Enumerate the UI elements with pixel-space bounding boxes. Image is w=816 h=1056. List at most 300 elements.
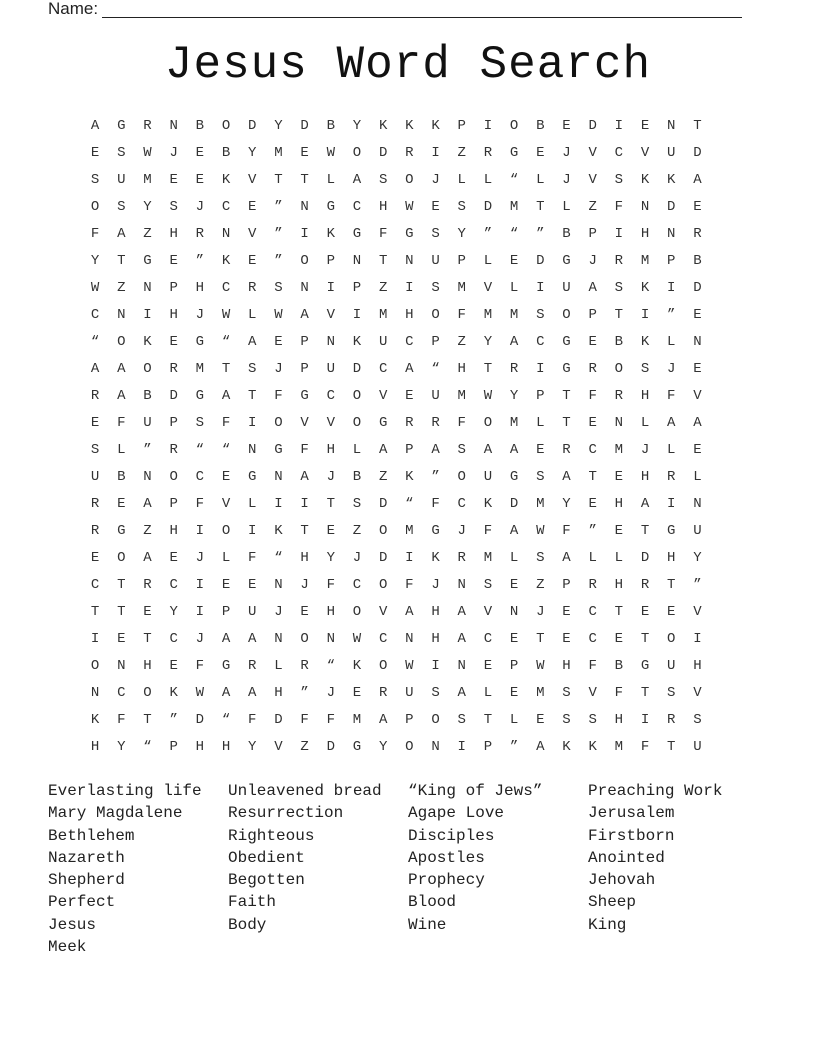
grid-cell: W	[536, 657, 545, 674]
grid-cell: F	[457, 414, 466, 431]
grid-cell: Y	[248, 144, 257, 161]
grid-cell: W	[405, 198, 414, 215]
grid-cell: S	[90, 171, 100, 188]
grid-cell: E	[614, 522, 624, 539]
grid-cell: Z	[588, 198, 597, 215]
grid-cell: N	[667, 225, 676, 242]
grid-cell: K	[483, 495, 493, 512]
grid-cell: D	[378, 549, 388, 566]
grid-cell: ”	[274, 198, 283, 215]
grid-cell: I	[90, 630, 100, 647]
grid-cell: E	[169, 657, 178, 674]
grid-cell: K	[221, 171, 231, 188]
grid-row	[82, 625, 711, 652]
grid-cell: O	[405, 738, 414, 755]
grid-cell: N	[274, 576, 283, 593]
grid-cell: I	[431, 144, 440, 161]
grid-cell: A	[457, 684, 466, 701]
grid-cell: “	[195, 441, 205, 458]
grid-cell: O	[352, 414, 362, 431]
grid-cell: I	[457, 738, 466, 755]
grid-cell: B	[614, 657, 624, 674]
grid-cell: E	[483, 657, 493, 674]
word-list-item: Meek	[48, 938, 87, 957]
grid-cell: A	[562, 549, 571, 566]
grid-cell: R	[693, 225, 702, 242]
grid-cell: B	[693, 252, 702, 269]
grid-cell: L	[667, 441, 676, 458]
grid-cell: V	[378, 603, 388, 620]
grid-cell: N	[117, 306, 126, 323]
grid-cell: A	[509, 333, 519, 350]
grid-cell: H	[614, 711, 624, 728]
grid-cell: D	[667, 198, 676, 215]
grid-cell: T	[640, 522, 650, 539]
grid-cell: E	[509, 576, 519, 593]
grid-cell: A	[457, 630, 466, 647]
grid-cell: O	[431, 711, 440, 728]
word-list-item: Everlasting life	[48, 782, 202, 800]
grid-cell: E	[169, 252, 178, 269]
grid-cell: T	[562, 387, 571, 404]
grid-cell: S	[457, 198, 466, 215]
grid-cell: M	[614, 441, 624, 458]
grid-cell: K	[326, 225, 335, 242]
grid-cell: S	[640, 360, 650, 377]
grid-cell: R	[143, 117, 152, 134]
grid-cell: M	[509, 306, 519, 323]
grid-cell: P	[352, 279, 362, 296]
grid-cell: L	[509, 549, 519, 566]
grid-cell: K	[405, 117, 414, 134]
grid-cell: “	[90, 333, 100, 350]
grid-cell: F	[405, 576, 414, 593]
grid-cell: L	[614, 549, 624, 566]
grid-cell: L	[562, 198, 571, 215]
grid-cell: L	[483, 252, 493, 269]
grid-cell: K	[588, 738, 597, 755]
grid-cell: S	[614, 279, 624, 296]
grid-cell: R	[169, 360, 178, 377]
grid-cell: M	[352, 711, 362, 728]
grid-cell: I	[248, 414, 257, 431]
grid-cell: L	[483, 684, 493, 701]
grid-cell: R	[90, 387, 100, 404]
grid-cell: N	[457, 576, 466, 593]
grid-cell: E	[169, 549, 178, 566]
grid-cell: K	[274, 522, 283, 539]
grid-cell: E	[536, 144, 545, 161]
grid-cell: “	[221, 333, 231, 350]
grid-cell: F	[117, 711, 126, 728]
grid-cell: B	[614, 333, 624, 350]
grid-cell: D	[693, 279, 702, 296]
grid-row	[82, 409, 711, 436]
grid-cell: H	[169, 522, 178, 539]
name-line[interactable]	[102, 3, 742, 18]
grid-cell: T	[693, 117, 702, 134]
grid-cell: R	[588, 576, 597, 593]
grid-cell: E	[352, 684, 362, 701]
grid-cell: L	[509, 279, 519, 296]
grid-cell: M	[640, 252, 650, 269]
grid-cell: D	[483, 198, 493, 215]
grid-cell: S	[693, 711, 702, 728]
grid-cell: A	[378, 711, 388, 728]
grid-cell: C	[378, 360, 388, 377]
grid-cell: M	[405, 522, 414, 539]
grid-cell: G	[509, 468, 519, 485]
grid-cell: I	[143, 306, 152, 323]
name-field[interactable]	[48, 0, 742, 18]
grid-cell: E	[405, 387, 414, 404]
grid-cell: G	[221, 657, 231, 674]
grid-cell: R	[405, 414, 414, 431]
grid-cell: S	[536, 549, 545, 566]
grid-cell: A	[90, 360, 100, 377]
grid-cell: R	[169, 441, 178, 458]
grid-cell: C	[221, 198, 231, 215]
grid-cell: G	[143, 252, 152, 269]
grid-cell: M	[457, 387, 466, 404]
grid-cell: O	[221, 522, 231, 539]
grid-cell: A	[300, 468, 309, 485]
grid-cell: V	[588, 171, 597, 188]
grid-cell: H	[143, 657, 152, 674]
grid-cell: P	[300, 333, 309, 350]
grid-cell: E	[693, 306, 702, 323]
grid-cell: I	[195, 522, 205, 539]
grid-cell: U	[667, 144, 676, 161]
grid-cell: E	[195, 171, 205, 188]
word-list-item: Apostles	[408, 848, 485, 867]
grid-cell: S	[614, 171, 624, 188]
grid-cell: ”	[274, 225, 283, 242]
grid-cell: Z	[536, 576, 545, 593]
grid-cell: R	[509, 360, 519, 377]
grid-cell: T	[536, 198, 545, 215]
grid-cell: V	[378, 387, 388, 404]
grid-cell: “	[431, 360, 440, 377]
grid-cell: I	[614, 117, 624, 134]
grid-cell: N	[431, 738, 440, 755]
grid-cell: U	[405, 684, 414, 701]
grid-row	[82, 301, 711, 328]
grid-cell: K	[352, 333, 362, 350]
grid-cell: E	[221, 576, 231, 593]
grid-cell: W	[352, 630, 362, 647]
grid-cell: P	[457, 252, 466, 269]
grid-cell: Y	[562, 495, 571, 512]
grid-cell: E	[588, 333, 597, 350]
grid-cell: ”	[431, 468, 440, 485]
grid-cell: A	[588, 279, 597, 296]
grid-cell: ”	[169, 711, 178, 728]
grid-cell: H	[300, 549, 309, 566]
grid-cell: D	[300, 117, 309, 134]
grid-cell: I	[405, 549, 414, 566]
grid-cell: Z	[300, 738, 309, 755]
grid-cell: E	[667, 603, 676, 620]
grid-cell: R	[640, 576, 650, 593]
grid-cell: O	[352, 387, 362, 404]
grid-cell: I	[405, 279, 414, 296]
grid-cell: H	[274, 684, 283, 701]
grid-cell: K	[640, 279, 650, 296]
grid-cell: K	[143, 333, 152, 350]
grid-cell: U	[431, 387, 440, 404]
grid-cell: E	[562, 603, 571, 620]
grid-cell: O	[378, 522, 388, 539]
word-list-item: Agape Love	[408, 804, 505, 823]
grid-cell: T	[117, 603, 126, 620]
grid-cell: H	[640, 387, 650, 404]
grid-cell: J	[169, 144, 178, 161]
grid-cell: G	[352, 738, 362, 755]
grid-cell: I	[195, 576, 205, 593]
grid-cell: C	[326, 387, 335, 404]
grid-cell: M	[614, 738, 624, 755]
grid-cell: L	[248, 306, 257, 323]
grid-cell: B	[326, 117, 335, 134]
word-list-item: Begotten	[228, 871, 305, 890]
grid-cell: A	[117, 360, 126, 377]
grid-cell: R	[90, 495, 100, 512]
grid-cell: ”	[667, 306, 676, 323]
grid-cell: V	[588, 684, 597, 701]
grid-cell: F	[588, 657, 597, 674]
grid-cell: S	[248, 360, 257, 377]
grid-cell: D	[274, 711, 283, 728]
grid-cell: C	[457, 495, 466, 512]
grid-cell: W	[195, 684, 205, 701]
grid-cell: O	[117, 333, 126, 350]
grid-cell: H	[431, 603, 440, 620]
grid-cell: E	[588, 414, 597, 431]
grid-cell: S	[90, 441, 100, 458]
grid-cell: C	[90, 576, 100, 593]
grid-cell: E	[117, 495, 126, 512]
grid-cell: J	[562, 144, 571, 161]
grid-cell: O	[667, 630, 676, 647]
grid-row	[82, 382, 711, 409]
grid-cell: A	[405, 603, 414, 620]
word-list-item: Disciples	[408, 826, 495, 845]
grid-cell: F	[378, 225, 388, 242]
grid-cell: L	[274, 657, 283, 674]
grid-cell: I	[300, 225, 309, 242]
grid-cell: U	[431, 252, 440, 269]
grid-cell: V	[248, 225, 257, 242]
grid-row	[82, 220, 711, 247]
grid-cell: J	[195, 630, 205, 647]
grid-cell: J	[431, 171, 440, 188]
grid-cell: E	[431, 198, 440, 215]
grid-cell: V	[326, 306, 335, 323]
grid-cell: N	[326, 630, 335, 647]
grid-cell: H	[405, 306, 414, 323]
grid-cell: V	[483, 603, 493, 620]
grid-cell: J	[562, 171, 571, 188]
grid-cell: G	[274, 441, 283, 458]
grid-cell: T	[274, 171, 283, 188]
grid-cell: F	[431, 495, 440, 512]
grid-cell: A	[248, 333, 257, 350]
word-list-item: King	[588, 915, 627, 934]
grid-cell: F	[300, 441, 309, 458]
grid-cell: T	[614, 306, 624, 323]
grid-cell: H	[614, 576, 624, 593]
grid-cell: T	[300, 171, 309, 188]
grid-cell: E	[90, 414, 100, 431]
grid-cell: E	[536, 441, 545, 458]
grid-cell: J	[300, 576, 309, 593]
grid-cell: A	[536, 738, 545, 755]
grid-cell: D	[693, 144, 702, 161]
grid-cell: R	[667, 711, 676, 728]
name-label: Name:	[48, 0, 99, 18]
grid-cell: F	[195, 657, 205, 674]
grid-cell: O	[117, 549, 126, 566]
grid-cell: F	[195, 495, 205, 512]
grid-cell: O	[431, 306, 440, 323]
grid-row	[82, 193, 711, 220]
grid-cell: F	[326, 576, 335, 593]
grid-row	[82, 463, 711, 490]
grid-cell: A	[117, 225, 126, 242]
grid-cell: G	[562, 333, 571, 350]
grid-cell: I	[667, 495, 676, 512]
word-list-item: Sheep	[588, 893, 637, 912]
grid-cell: H	[221, 738, 231, 755]
grid-cell: E	[248, 252, 257, 269]
grid-cell: O	[169, 468, 178, 485]
grid-cell: L	[536, 414, 545, 431]
grid-cell: T	[614, 603, 624, 620]
grid-cell: A	[143, 549, 152, 566]
grid-cell: A	[248, 684, 257, 701]
grid-row	[82, 112, 711, 139]
grid-row	[82, 490, 711, 517]
grid-cell: C	[614, 144, 624, 161]
grid-cell: E	[588, 495, 597, 512]
grid-cell: J	[536, 603, 545, 620]
grid-cell: J	[588, 252, 597, 269]
grid-cell: W	[483, 387, 493, 404]
grid-cell: F	[221, 414, 231, 431]
grid-cell: A	[221, 630, 231, 647]
grid-cell: H	[326, 603, 335, 620]
grid-cell: M	[143, 171, 152, 188]
grid-cell: E	[143, 603, 152, 620]
grid-cell: S	[536, 306, 545, 323]
grid-cell: R	[457, 549, 466, 566]
grid-cell: C	[169, 630, 178, 647]
grid-cell: L	[117, 441, 126, 458]
grid-cell: I	[640, 306, 650, 323]
grid-cell: T	[640, 684, 650, 701]
grid-cell: T	[326, 495, 335, 512]
grid-cell: “	[221, 441, 231, 458]
grid-cell: L	[483, 171, 493, 188]
grid-cell: A	[221, 684, 231, 701]
grid-cell: C	[405, 333, 414, 350]
grid-cell: N	[693, 495, 702, 512]
grid-cell: V	[693, 387, 702, 404]
grid-cell: T	[667, 576, 676, 593]
grid-cell: K	[431, 117, 440, 134]
grid-cell: T	[221, 360, 231, 377]
grid-cell: E	[169, 333, 178, 350]
grid-cell: T	[90, 603, 100, 620]
grid-cell: U	[693, 522, 702, 539]
grid-cell: E	[614, 630, 624, 647]
grid-cell: Y	[248, 738, 257, 755]
grid-cell: D	[536, 252, 545, 269]
grid-cell: C	[352, 198, 362, 215]
grid-cell: I	[614, 225, 624, 242]
grid-row	[82, 733, 711, 760]
grid-cell: M	[195, 360, 205, 377]
grid-cell: A	[405, 360, 414, 377]
grid-cell: “	[405, 495, 414, 512]
grid-row	[82, 571, 711, 598]
grid-cell: E	[248, 576, 257, 593]
grid-cell: Z	[378, 468, 388, 485]
grid-cell: Z	[457, 333, 466, 350]
grid-cell: B	[221, 144, 231, 161]
grid-cell: Y	[378, 738, 388, 755]
word-list-item: Resurrection	[228, 804, 344, 823]
grid-cell: U	[117, 171, 126, 188]
grid-cell: L	[352, 441, 362, 458]
grid-row	[82, 517, 711, 544]
grid-cell: O	[274, 414, 283, 431]
grid-cell: “	[326, 657, 335, 674]
grid-cell: S	[483, 576, 493, 593]
grid-cell: R	[90, 522, 100, 539]
grid-cell: ”	[693, 576, 702, 593]
grid-cell: Y	[326, 549, 335, 566]
grid-cell: G	[248, 468, 257, 485]
grid-cell: C	[378, 630, 388, 647]
grid-cell: P	[588, 225, 597, 242]
grid-cell: H	[378, 198, 388, 215]
grid-cell: F	[248, 711, 257, 728]
grid-cell: N	[693, 333, 702, 350]
grid-cell: M	[483, 549, 493, 566]
grid-cell: G	[640, 657, 650, 674]
grid-cell: C	[536, 333, 545, 350]
grid-cell: E	[693, 198, 702, 215]
grid-row	[82, 247, 711, 274]
grid-cell: R	[248, 657, 257, 674]
grid-cell: E	[221, 468, 231, 485]
grid-cell: A	[352, 171, 362, 188]
grid-cell: S	[195, 414, 205, 431]
grid-cell: S	[274, 279, 283, 296]
grid-cell: F	[588, 387, 597, 404]
grid-cell: N	[143, 279, 152, 296]
grid-cell: C	[221, 279, 231, 296]
grid-cell: S	[667, 684, 676, 701]
grid-cell: N	[405, 252, 414, 269]
grid-cell: A	[117, 387, 126, 404]
grid-cell: “	[509, 171, 519, 188]
grid-cell: A	[509, 522, 519, 539]
grid-cell: N	[300, 198, 309, 215]
grid-cell: Y	[509, 387, 519, 404]
